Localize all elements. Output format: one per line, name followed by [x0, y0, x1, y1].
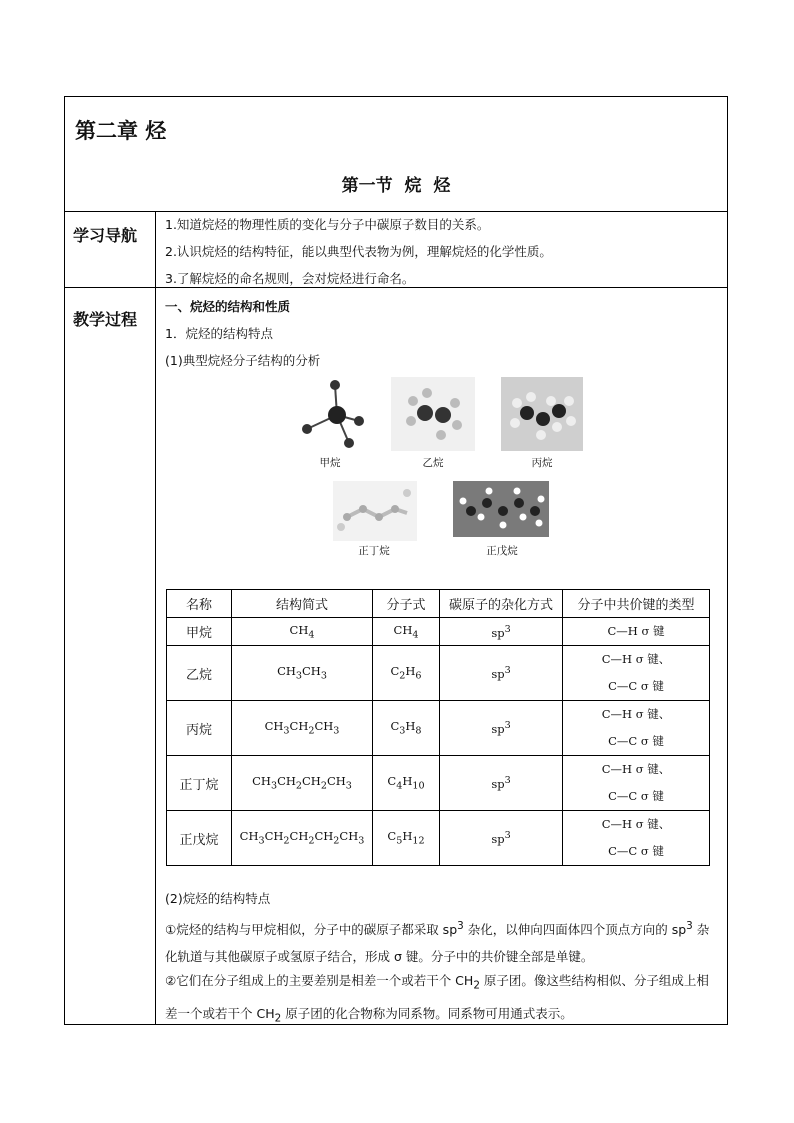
table-cell-molecular: $C_2H_6$: [373, 646, 440, 701]
chapter-title: 第二章 烃: [75, 118, 167, 143]
bond-line: C—H σ 键、: [601, 817, 671, 831]
table-cell-hybrid: $sp^3$: [440, 701, 563, 756]
table-row: [167, 701, 710, 756]
table-cell-name: 正戊烷: [167, 811, 232, 866]
feature-paragraph-2: ②它们在分子组成上的主要差别是相差一个或若干个 $CH_2$ 原子团。像这些结构相似、分子组成上相差一个或若干个 $CH_2$ 原子团的化合物称为同系物。同系物可用通式表示。: [165, 973, 709, 1024]
table-cell-bonds: [563, 618, 710, 646]
table-row: [167, 618, 710, 646]
table-cell-name: 甲烷: [167, 618, 232, 646]
table-header: 分子式: [373, 590, 440, 618]
table-cell-molecular: $C_5H_{12}$: [373, 811, 440, 866]
table-cell-bonds: [563, 701, 710, 756]
model-caption: 甲烷: [319, 457, 341, 469]
bond-line: C—H σ 键: [607, 624, 665, 638]
table-cell-formula: $CH_3CH_3$: [232, 646, 373, 701]
table-cell-hybrid: $sp^3$: [440, 811, 563, 866]
table-cell-name: 乙烷: [167, 646, 232, 701]
table-cell-formula: $CH_3CH_2CH_2CH_2CH_3$: [232, 811, 373, 866]
alkane-table: [166, 589, 710, 866]
section-title: 第一节 烷 烃: [341, 176, 451, 196]
guide-item-1: 1.知道烷烃的物理性质的变化与分子中碳原子数目的关系。: [165, 217, 490, 232]
model-caption: 正戊烷: [486, 545, 518, 557]
table-cell-molecular: $C_4H_{10}$: [373, 756, 440, 811]
pentane-model-image: [453, 481, 549, 537]
methane-model-image: [297, 377, 375, 457]
divider: [65, 287, 727, 288]
table-cell-hybrid: $sp^3$: [440, 618, 563, 646]
table-cell-name: 丙烷: [167, 701, 232, 756]
table-row: [167, 646, 710, 701]
feature-paragraph-1: ①烷烃的结构与甲烷相似，分子中的碳原子都采取 $sp^3$ 杂化，以伸向四面体四个顶点方向的 $sp^3$ 杂化轨道与其他碳原子或氢原子结合，形成 σ 键。分子中的共价键全部是单键。: [165, 920, 710, 965]
table-cell-formula: $CH_4$: [232, 618, 373, 646]
table-cell-hybrid: $sp^3$: [440, 756, 563, 811]
section-heading: 一、烷烃的结构和性质: [165, 299, 291, 314]
bond-line: C—C σ 键: [608, 679, 664, 693]
table-cell-molecular: $CH_4$: [373, 618, 440, 646]
table-body: [167, 618, 710, 866]
bond-line: C—C σ 键: [608, 789, 664, 803]
bond-line: C—C σ 键: [608, 734, 664, 748]
butane-model-image: [333, 481, 417, 541]
bond-line: C—H σ 键、: [601, 707, 671, 721]
guide-label: 学习导航: [73, 226, 138, 245]
table-cell-bonds: [563, 811, 710, 866]
table-header: 分子中共价键的类型: [563, 590, 710, 618]
column-divider: [155, 211, 156, 1024]
model-caption: 乙烷: [422, 457, 444, 469]
model-caption: 丙烷: [531, 457, 553, 469]
guide-item-2: 2.认识烷烃的结构特征，能以典型代表物为例，理解烷烃的化学性质。: [165, 244, 552, 259]
bond-line: C—H σ 键、: [601, 652, 671, 666]
table-cell-molecular: $C_3H_8$: [373, 701, 440, 756]
table-header: 名称: [167, 590, 232, 618]
subheading: (1)典型烷烃分子结构的分析: [165, 353, 321, 368]
table-header: 碳原子的杂化方式: [440, 590, 563, 618]
bond-line: C—C σ 键: [608, 844, 664, 858]
guide-item-3: 3.了解烷烃的命名规则，会对烷烃进行命名。: [165, 271, 415, 286]
propane-model-image: [501, 377, 583, 451]
divider: [65, 211, 727, 212]
table-cell-hybrid: $sp^3$: [440, 646, 563, 701]
table-row: [167, 756, 710, 811]
subheading: 1．烷烃的结构特点: [165, 326, 273, 341]
table-header: 结构简式: [232, 590, 373, 618]
subheading: (2)烷烃的结构特点: [165, 891, 271, 906]
lesson-frame: [64, 96, 728, 1025]
model-caption: 正丁烷: [358, 545, 390, 557]
bond-line: C—H σ 键、: [601, 762, 671, 776]
table-cell-formula: $CH_3CH_2CH_3$: [232, 701, 373, 756]
table-cell-name: 正丁烷: [167, 756, 232, 811]
process-label: 教学过程: [73, 310, 138, 329]
ethane-model-image: [391, 377, 475, 451]
table-cell-bonds: [563, 756, 710, 811]
table-cell-formula: $CH_3CH_2CH_2CH_3$: [232, 756, 373, 811]
table-cell-bonds: [563, 646, 710, 701]
table-row: [167, 811, 710, 866]
